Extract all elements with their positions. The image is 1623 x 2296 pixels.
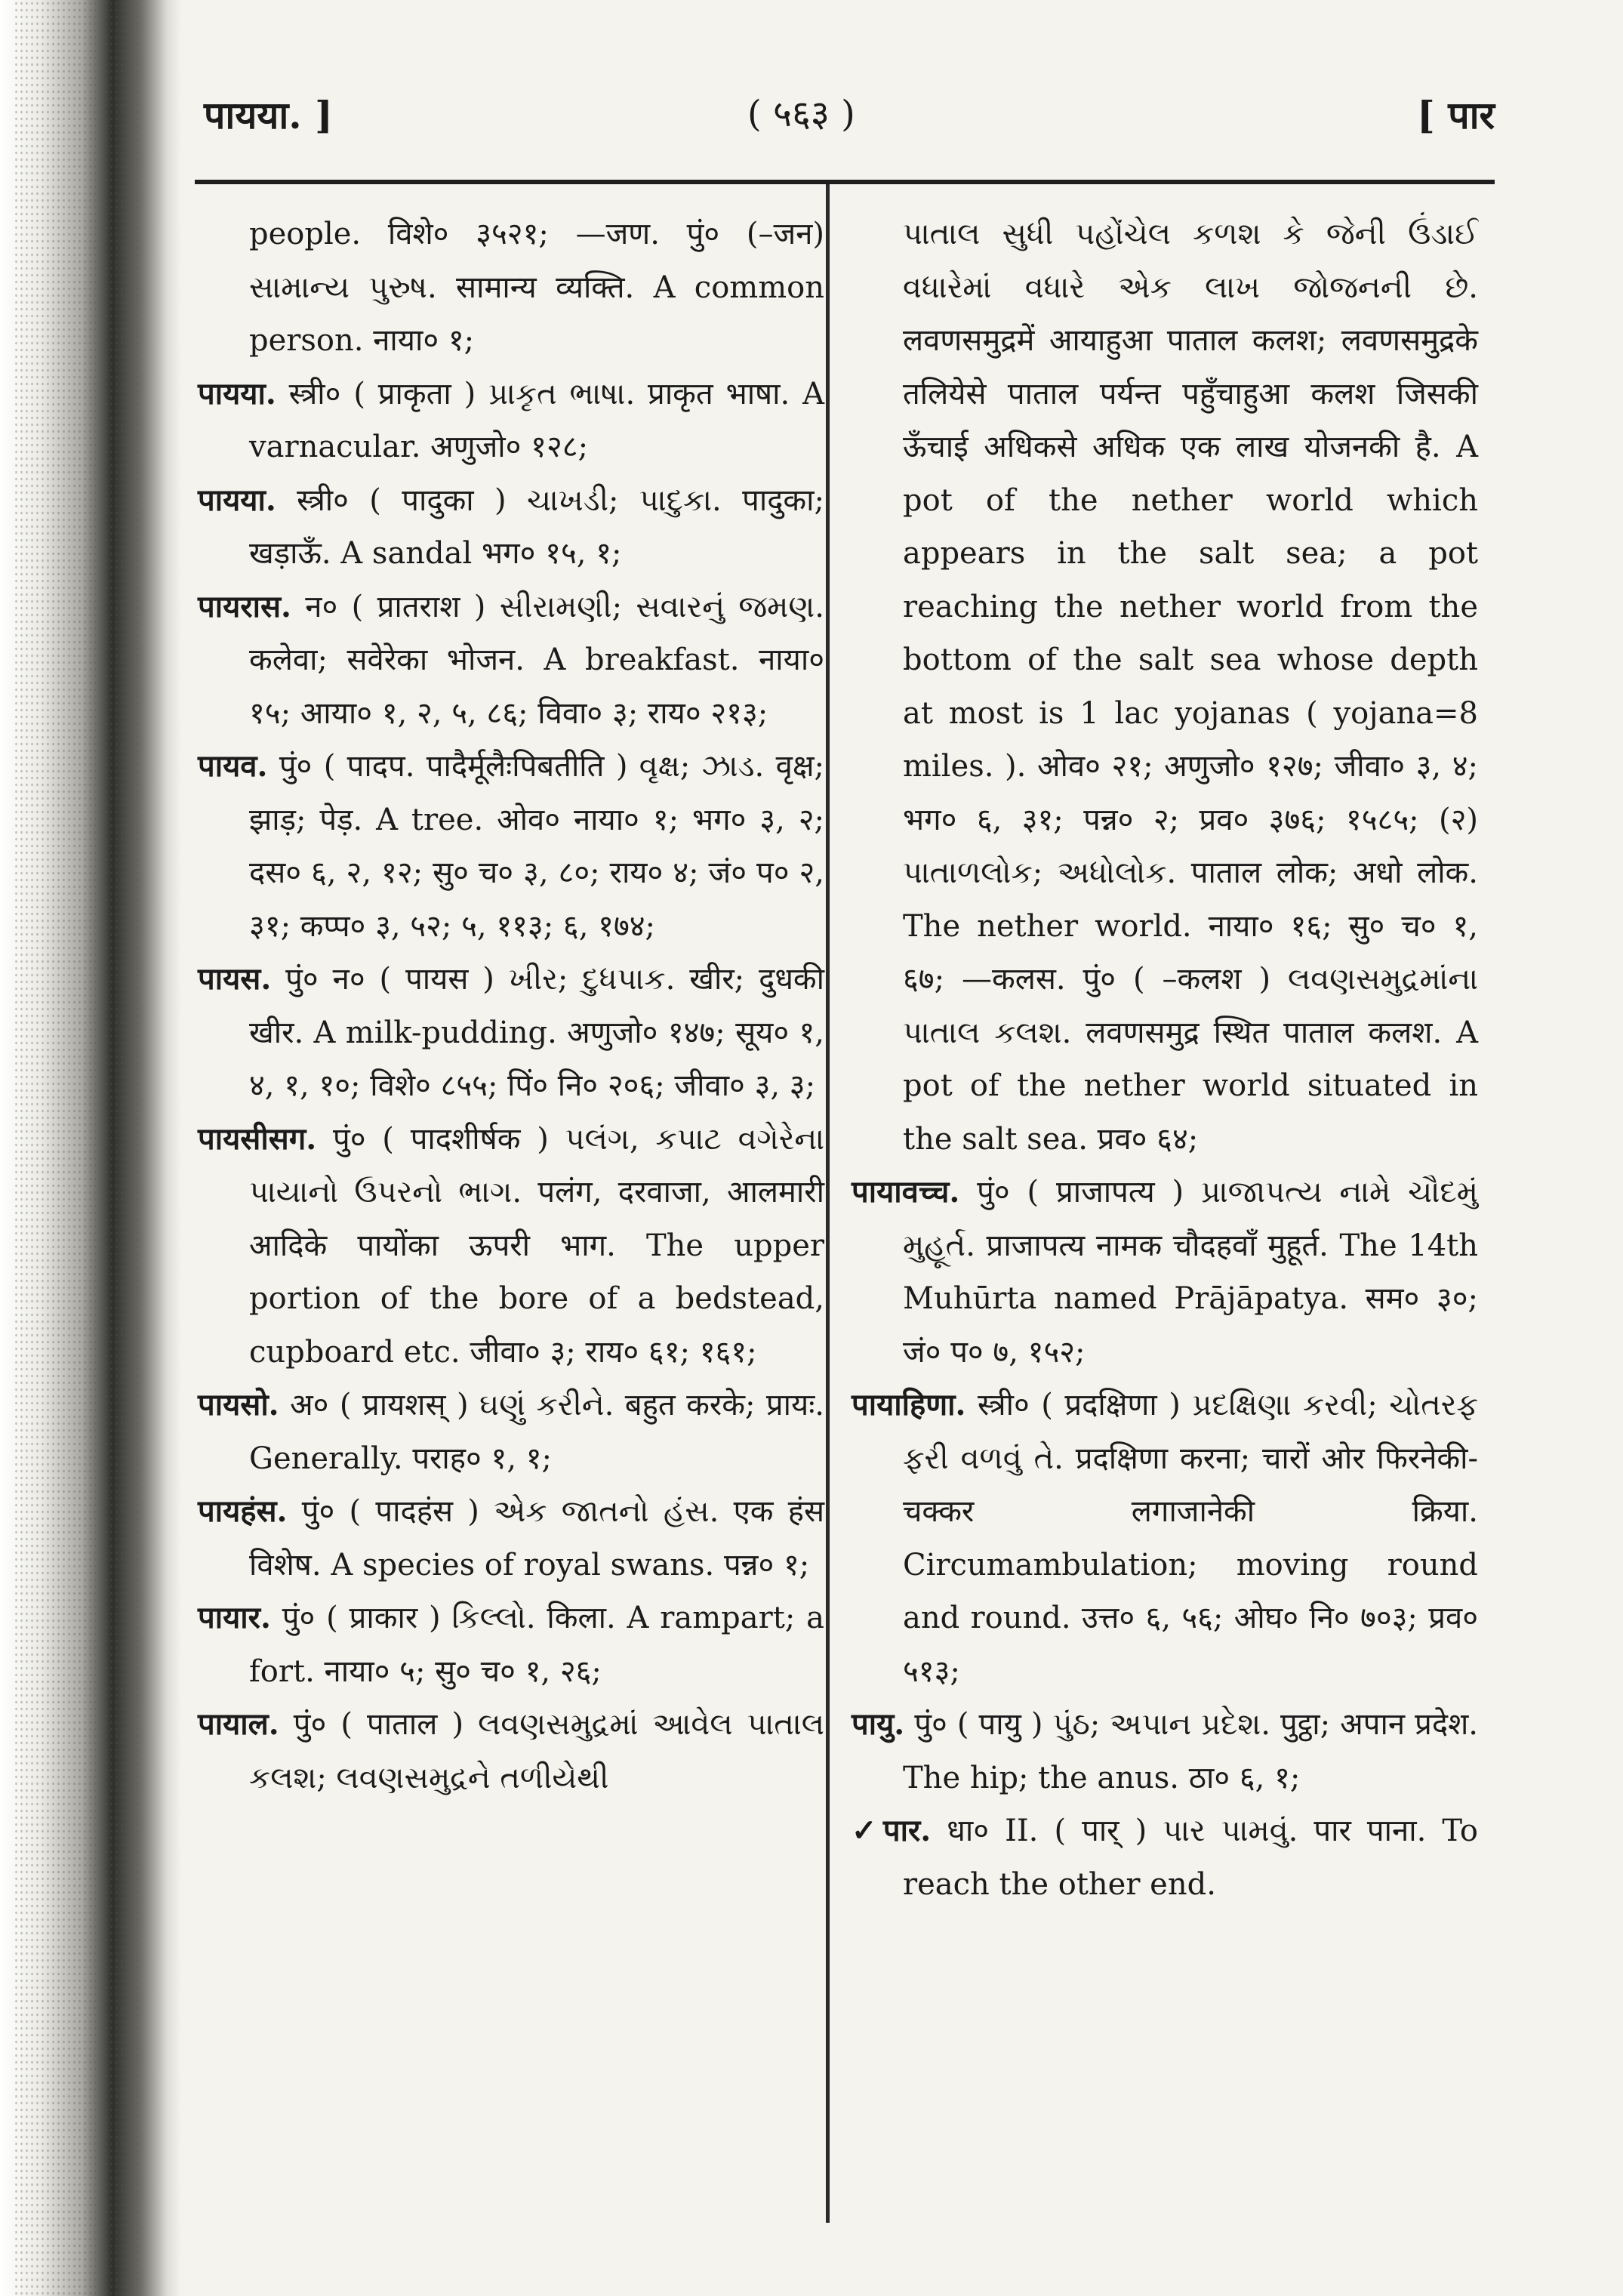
entry-definition: पुं० ( पायु ) પુંઠ; અપાન પ્રદેશ. पुट्ठा; अपान प्रदेश. The hip; the anus. ठा० ६, १; [903,1707,1478,1795]
left-column [198,208,824,1804]
dictionary-entry [198,474,824,581]
entry-headword: पायरास. [198,588,291,624]
entry-headword: ✓पार. [852,1813,932,1848]
entry-definition: पुं० ( प्राजापत्य ) પ્રાજાપત્ય નામે ચૌદમું મુહૂર્ત. प्राजापत्य नामक चौदहवाँ मुहूर्त. The 14th Muhūrta named Prājāpatya. सम० ३०; जं० प० ७, १५२; [903,1175,1478,1370]
entry-headword: पायहंस. [198,1493,288,1529]
entry-definition: पुं० ( प्राकार ) કિલ્લો. किला. A rampart; a fort. नाया० ५; सु० च० १, २६; [249,1601,824,1689]
entry-headword: पायस. [198,961,272,997]
entry-definition: धा० II. ( पार् ) પાર પામવું. पार पाना. To reach the other end. [903,1814,1478,1902]
dictionary-entry [852,1804,1478,1911]
entry-definition: पुं० न० ( पायस ) ખીર; દુધપાક. खीर; दुधकी खीर. A milk-pudding. अणुजो० १४७; सूय० १, ४, १, १०; विशे० ८५५; पिं० नि० २०६; जीवा० ३, ३; [249,962,824,1103]
dictionary-entry [198,581,824,741]
entry-headword: पायाहिणा. [852,1387,966,1422]
binding-texture [14,0,142,2296]
dictionary-entry [198,1592,824,1698]
page-header [204,79,1495,151]
entry-definition: पुं० ( पादशीर्षक ) પલંગ, કપાટ વગેરેના પાયાનો ઉપરનો ભાગ. पलंग, दरवाजा, आलमारी आदिके पायोंका ऊपरी भाग. The upper portion of the bore of a bedstead, cupboard etc. जीवा० ३; राय० ६१; १६१; [249,1121,824,1370]
dictionary-entry [852,1166,1478,1379]
dictionary-entry [852,208,1478,1166]
right-column [852,208,1478,1911]
header-rule [195,180,1495,184]
column-divider [826,184,830,2223]
entry-headword: पायु. [852,1706,905,1742]
entry-headword: पायावच्च. [852,1174,960,1210]
entry-definition: स्त्री० ( प्रदक्षिणा ) પ્રદક્ષિણા કરવી; ચોતરફ ફરી વળવું તે. प्रदक्षिणा करना; चारों ओर फिरनेकी-चक्कर लगाजानेकी क्रिया. Circumambulation; moving round and round. उत्त० ६, ५६; ओघ० नि० ७०३; प्रव० ५१३; [903,1388,1478,1689]
page-number: ( ५६३ ) [747,93,855,135]
header-left-guide-word: पायया. ] [204,93,333,137]
entry-definition: people. विशे० ३५२१; —जण. पुं० (–जन) સામાન્ય પુરુષ. सामान्य व्यक्ति. A common person. नाया० १; [249,217,824,358]
entry-definition: पुं० ( पादहंस ) એક જાતનો હંસ. एक हंस विशेष. A species of royal swans. पन्न० १; [249,1494,824,1583]
dictionary-entry [198,1485,824,1592]
entry-definition: न० ( प्रातराश ) સીરામણી; સવારનું જમણ. कलेवा; सवेरेका भोजन. A breakfast. नाया० १५; आया० १, २, ५, ८६; विवा० ३; राय० २१३; [249,589,824,731]
entry-definition: अ० ( प्रायशस् ) ઘણું કરીને. बहुत करके; प्रायः. Generally. पराह० १, १; [249,1388,824,1476]
dictionary-entry [852,1698,1478,1804]
dictionary-entry [198,740,824,953]
entry-definition: स्त्री० ( प्राकृता ) પ્રાકૃત ભાષા. प्राकृत भाषा. A varnacular. अणुजो० १२८; [249,376,824,464]
dictionary-entry [198,368,824,474]
dictionary-entry [198,208,824,368]
entry-headword: पायया. [198,375,276,411]
dictionary-entry [198,953,824,1113]
entry-definition: स्त्री० ( पादुका ) ચાખડી; પાદુકા. पादुका; खड़ाऊँ. A sandal भग० १५, १; [249,482,824,571]
header-right-guide-word: [ पार [1417,93,1495,137]
entry-definition: पुं० ( पाताल ) લવણસમુદ્રમાં આવેલ પાતાલ કલશ; લવણસમુદ્રને તળીયેથી [249,1707,824,1795]
entry-definition: पुं० ( पादप. पादैर्मूलैःपिबतीति ) વૃક્ષ; ઝાડ. वृक्ष; झाड़; पेड़. A tree. ओव० नाया० १; भग० ३, २; दस० ६, २, १२; सु० च० ३, ८०; राय० ४; जं० प० २, ३१; कप्प० ३, ५२; ५, ११३; ६, १७४; [249,749,824,944]
entry-definition: પાતાલ સુધી પહોંચેલ કળશ કે જેની ઉંડાઈ વધારેમાં વધારે એક લાખ જોજનની છે. लवणसमुद्रमें आयाहुआ पाताल कलश; लवणसमुद्रके तलियेसे पाताल पर्यन्त पहुँचाहुआ कलश जिसकी ऊँचाई अधिकसे अधिक एक लाख योजनकी है. A pot of the nether world which appears in the salt sea; a pot reaching the nether world from the bottom of the salt sea whose depth at most is 1 lac yojanas ( yojana=8 miles. ). ओव० २१; अणुजो० १२७; जीवा० ३, ४; भग० ६, ३१; पन्न० २; प्रव० ३७६; १५८५; (२) પાતાળલોક; અધોલોક. पाताल लोक; अधो लोक. The nether world. नाया० १६; सु० च० १, ६७; —कलस. पुं० ( –कलश ) લવણસમુદ્રમાંના પાતાલ કલશ. लवणसमुद्र स्थित पाताल कलश. A pot of the nether world situated in the salt sea. प्रव० ६४; [903,217,1478,1157]
entry-headword: पायसो. [198,1387,279,1422]
entry-headword: पायार. [198,1600,271,1635]
entry-headword: पायसीसग. [198,1120,317,1157]
dictionary-entry [198,1698,824,1804]
entry-headword: पायव. [198,748,268,784]
dictionary-entry [198,1113,824,1379]
dictionary-entry [198,1379,824,1485]
entry-headword: पायाल. [198,1706,279,1742]
dictionary-entry [852,1379,1478,1698]
entry-headword: पायया. [198,482,276,518]
